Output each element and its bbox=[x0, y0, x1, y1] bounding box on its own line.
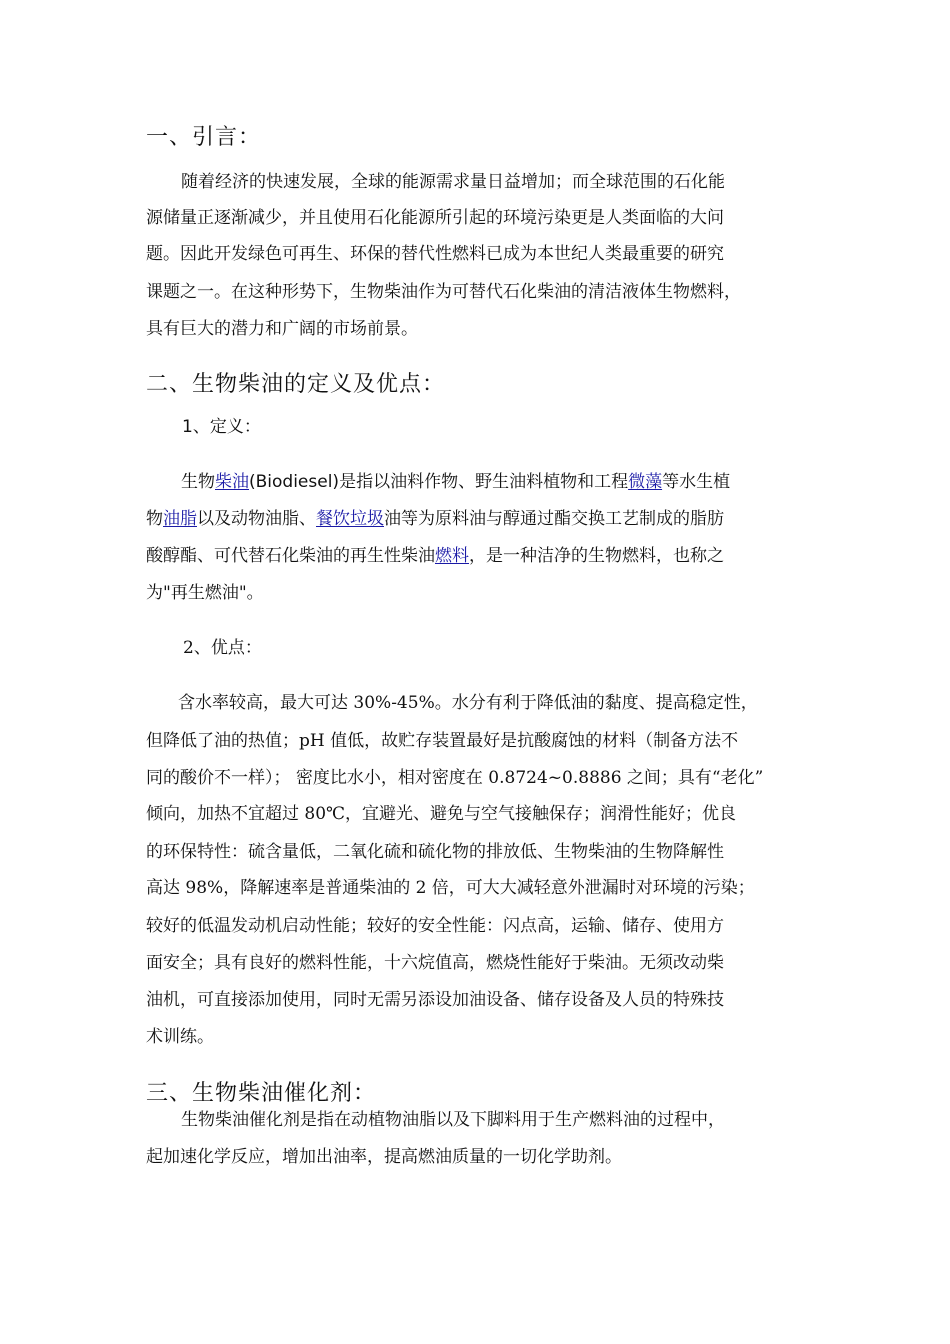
link-oils-fats[interactable]: 油脂 bbox=[163, 509, 197, 529]
heading-introduction: 一、引言： bbox=[146, 125, 262, 150]
advantages-line-8: 面安全；具有良好的燃料性能，十六烷值高，燃烧性能好于柴油。无须改动柴 bbox=[146, 953, 724, 973]
catalyst-line-2: 起加速化学反应，增加出油率，提高燃油质量的一切化学助剂。 bbox=[146, 1147, 622, 1167]
link-microalgae[interactable]: 微藻 bbox=[628, 472, 663, 492]
definition-line-2 bbox=[146, 507, 724, 531]
advantages-line-2: 但降低了油的热值；pH 值低，故贮存装置最好是抗酸腐蚀的材料（制备方法不 bbox=[146, 731, 739, 751]
advantages-line-7: 较好的低温发动机启动性能；较好的安全性能：闪点高，运输、储存、使用方 bbox=[146, 916, 724, 936]
advantages-line-4: 倾向，加热不宜超过 80℃，宜避光、避免与空气接触保存；润滑性能好；优良 bbox=[146, 804, 737, 824]
advantages-line-5: 的环保特性：硫含量低，二氧化硫和硫化物的排放低、生物柴油的生物降解性 bbox=[146, 842, 724, 862]
subheading-advantages: 2、优点： bbox=[183, 638, 262, 658]
definition-line-3 bbox=[146, 544, 724, 568]
link-food-waste[interactable]: 餐饮垃圾 bbox=[316, 509, 384, 529]
intro-line-2: 源储量正逐渐减少，并且使用石化能源所引起的环境污染更是人类面临的大问 bbox=[146, 208, 724, 228]
definition-line-4: 为"再生燃油"。 bbox=[146, 583, 264, 603]
advantages-line-10: 术训练。 bbox=[146, 1027, 214, 1047]
definition-line-1 bbox=[181, 470, 730, 494]
definition-text: 以及动物油脂、 bbox=[197, 509, 316, 529]
advantages-line-9: 油机，可直接添加使用，同时无需另添设加油设备、储存设备及人员的特殊技 bbox=[146, 990, 724, 1010]
definition-text: 酸醇酯、可代替石化柴油的再生性柴油 bbox=[146, 546, 435, 566]
intro-line-5: 具有巨大的潜力和广阔的市场前景。 bbox=[146, 319, 418, 339]
catalyst-line-1: 生物柴油催化剂是指在动植物油脂以及下脚料用于生产燃料油的过程中， bbox=[181, 1110, 725, 1130]
definition-text: 生物 bbox=[181, 472, 215, 492]
intro-line-3: 题。因此开发绿色可再生、环保的替代性燃料已成为本世纪人类最重要的研究 bbox=[146, 244, 724, 264]
heading-definition-advantages: 二、生物柴油的定义及优点： bbox=[146, 372, 446, 397]
definition-text: 物 bbox=[146, 509, 163, 529]
definition-text: (Biodiesel)是指以油料作物、野生油料植物和工程 bbox=[249, 472, 629, 492]
definition-text: ，是一种洁净的生物燃料，也称之 bbox=[469, 546, 724, 566]
definition-text: 油等为原料油与醇通过酯交换工艺制成的脂肪 bbox=[384, 509, 724, 529]
heading-catalyst: 三、生物柴油催化剂： bbox=[146, 1081, 377, 1106]
advantages-line-3: 同的酸价不一样）； 密度比水小，相对密度在 0.8724~0.8886 之间；具有“老化” bbox=[146, 768, 764, 788]
intro-line-4: 课题之一。在这种形势下，生物柴油作为可替代石化柴油的清洁液体生物燃料， bbox=[146, 282, 741, 302]
advantages-line-6: 高达 98%，降解速率是普通柴油的 2 倍，可大大减轻意外泄漏时对环境的污染； bbox=[146, 878, 755, 898]
subheading-definition: 1、定义： bbox=[182, 417, 261, 437]
link-diesel[interactable]: 柴油 bbox=[215, 472, 249, 492]
intro-line-1: 随着经济的快速发展，全球的能源需求量日益增加；而全球范围的石化能 bbox=[181, 172, 725, 192]
advantages-line-1: 含水率较高，最大可达 30%-45%。水分有利于降低油的黏度、提高稳定性， bbox=[178, 693, 758, 713]
definition-text: 等水生植 bbox=[662, 472, 731, 492]
link-fuel[interactable]: 燃料 bbox=[435, 546, 469, 566]
